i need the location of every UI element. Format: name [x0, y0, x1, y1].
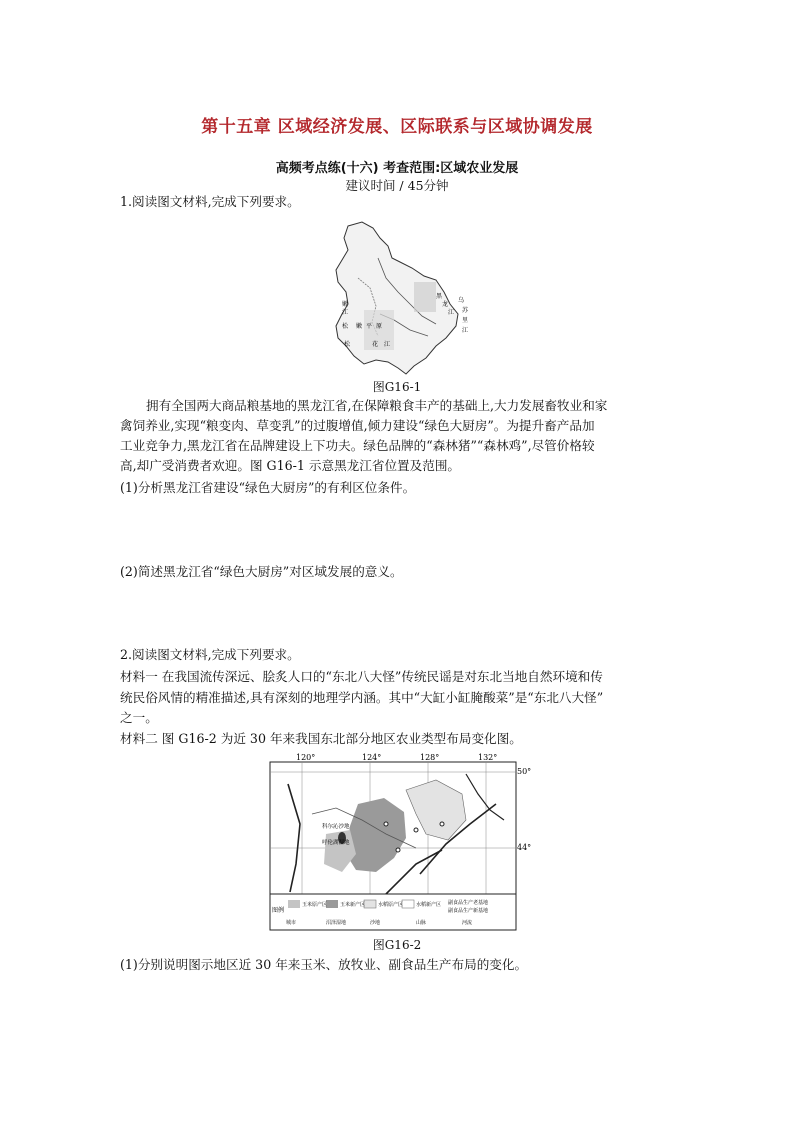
- map-label: 乌: [458, 297, 465, 304]
- latitude-label: 50°: [517, 767, 532, 776]
- q1-subquestion-1: (1)分析黑龙江省建设“绿色大厨房”的有利区位条件。: [120, 480, 416, 495]
- q2-intro: 2.阅读图文材料,完成下列要求。: [120, 647, 300, 662]
- q1-paragraph-line: 高,却广受消费者欢迎。图 G16-1 示意黑龙江省位置及范围。: [120, 458, 461, 473]
- map-label: 黑: [436, 293, 443, 300]
- longitude-label: 120°: [296, 753, 316, 762]
- map-label: 江: [448, 309, 455, 316]
- q1-paragraph-line: 禽饲养业,实现“粮变肉、草变乳”的过腹增值,倾力建设“绿色大厨房”。为提升畜产品加: [120, 418, 595, 433]
- q1-subquestion-2: (2)简述黑龙江省“绿色大厨房”对区域发展的意义。: [120, 564, 403, 579]
- q2-material1-line: 统民俗风情的精准描述,具有深刻的地理学内涵。其中“大缸小缸腌酸菜”是“东北八大怪”: [120, 690, 604, 705]
- legend-item: 副食品生产新基地: [448, 908, 489, 914]
- map-label: 龙: [442, 301, 449, 308]
- map-label: 平: [366, 323, 373, 330]
- figure-caption-g16-2: 图G16-2: [372, 938, 422, 952]
- legend-item: 水稻原产区: [378, 902, 404, 908]
- map-label: 花: [372, 341, 379, 348]
- legend-item: 副食品生产老基地: [448, 900, 489, 906]
- suggested-time: 建议时间 / 45分钟: [345, 178, 449, 193]
- legend-item: 玉米原产区: [302, 902, 328, 908]
- map-label: 江: [462, 327, 469, 334]
- q2-material2: 材料二 图 G16-2 为近 30 年来我国东北部分地区农业类型布局变化图。: [120, 731, 522, 746]
- figure-caption-g16-1: 图G16-1: [372, 380, 422, 394]
- heilongjiang-map: [318, 218, 478, 378]
- q1-paragraph-line: 工业竞争力,黑龙江省在品牌建设上下功夫。绿色品牌的“森林猪”“森林鸡”,尽管价格较: [120, 438, 595, 453]
- q2-material1-line: 之一。: [120, 710, 158, 725]
- legend-item: 水稻新产区: [416, 902, 442, 908]
- map-label: 里: [462, 317, 469, 324]
- place-label: 呼伦湖湿地: [322, 840, 350, 846]
- map-label: 嫩: [356, 323, 363, 330]
- place-label: 科尔沁沙地: [322, 824, 350, 830]
- map-label: 江: [342, 309, 349, 316]
- chapter-title: 第十五章 区域经济发展、区际联系与区域协调发展: [201, 117, 593, 137]
- q1-intro: 1.阅读图文材料,完成下列要求。: [120, 194, 300, 209]
- legend-item: 沼泽湿地: [326, 920, 347, 926]
- map-label: 松: [342, 323, 349, 330]
- map-label: 松: [344, 341, 351, 348]
- longitude-label: 124°: [362, 753, 382, 762]
- legend-item: 河流: [462, 920, 473, 926]
- map-label: 嫩: [342, 301, 349, 308]
- latitude-label: 44°: [517, 843, 532, 852]
- practice-title: 高频考点练(十六) 考查范围:区域农业发展: [275, 161, 519, 176]
- legend-title: 图例: [272, 907, 285, 914]
- map-label: 原: [376, 323, 383, 330]
- longitude-label: 132°: [478, 753, 498, 762]
- legend-item: 玉米新产区: [340, 902, 366, 908]
- map-label: 江: [384, 341, 391, 348]
- map-label: 苏: [462, 307, 469, 314]
- legend-item: 山脉: [416, 920, 427, 926]
- legend-item: 城市: [286, 920, 297, 926]
- q1-paragraph-line: 拥有全国两大商品粮基地的黑龙江省,在保障粮食丰产的基础上,大力发展畜牧业和家: [146, 398, 608, 413]
- q2-subquestion-1: (1)分别说明图示地区近 30 年来玉米、放牧业、副食品生产布局的变化。: [120, 957, 528, 972]
- agriculture-layout-map: [266, 753, 532, 934]
- longitude-label: 128°: [420, 753, 440, 762]
- legend-item: 沙地: [370, 920, 381, 926]
- q2-material1-line: 材料一 在我国流传深远、脍炙人口的“东北八大怪”传统民谣是对东北当地自然环境和传: [120, 669, 603, 684]
